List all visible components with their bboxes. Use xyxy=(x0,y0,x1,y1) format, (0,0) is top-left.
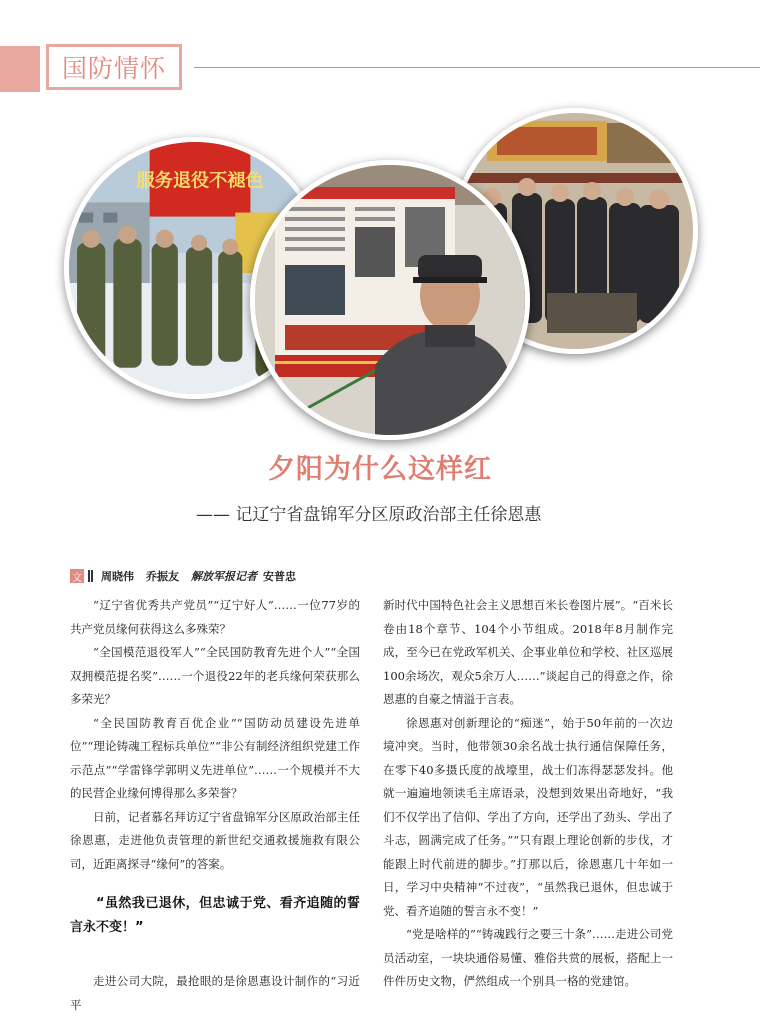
byline xyxy=(70,569,308,583)
body-paragraph: “全民国防教育百优企业”“国防动员建设先进单位”“理论铸魂工程标兵单位”“非公有制经济组织党建工作示范点”“学雷锋学郭明义先进单位”……一个规模并不大的民营企业缘何博得那么多荣誉？ xyxy=(70,715,360,800)
body-paragraph: “党是啥样的”“铸魂践行之要三十条”……走进公司党员活动室，一块块通俗易懂、雅俗共赏的展板，搭配上一件件历史文物，俨然组成一个别具一格的党建馆。 xyxy=(383,927,673,988)
article-title: 夕阳为什么这样红 xyxy=(268,454,492,485)
photo-presenter-image xyxy=(255,165,525,435)
body-paragraph: 日前，记者慕名拜访辽宁省盘锦军分区原政治部主任徐恩惠，走进他负责管理的新世纪交通救援施救有限公司，近距离探寻“缘何”的答案。 xyxy=(70,809,360,871)
section-label: 国防情怀 xyxy=(46,44,182,90)
section-divider xyxy=(194,67,760,68)
body-paragraph: “全国模范退役军人”“全民国防教育先进个人”“全国双拥模范提名奖”……一个退役22年的老兵缘何荣获那么多荣光？ xyxy=(70,645,360,706)
body-paragraph: 新时代中国特色社会主义思想百米长卷图片展”。“百米长卷由18个章节、104个小节组成。2018年8月制作完成，至今已在党政军机关、企事业单位和学校、社区巡展100余场次，观众5余万人……”谈起自己的得意之作，徐恩惠的自豪之情溢于言表。 xyxy=(383,598,673,706)
article-subtitle: —— 记辽宁省盘锦军分区原政治部主任徐恩惠 xyxy=(196,505,542,525)
byline-author: 安普忠 xyxy=(263,570,296,583)
byline-author: 周晓伟 xyxy=(101,570,134,583)
pull-quote: “虽然我已退休，但忠诚于党、看齐追随的誓言永不变！” xyxy=(70,896,360,935)
body-paragraph: 徐恩惠对创新理论的“痴迷”，始于50年前的一次边境冲突。当时，他带领30余名战士执行通信保障任务，在零下40多摄氏度的战壕里，战士们冻得瑟瑟发抖。他就一遍遍地领读毛主席语录，没想到效果出奇地好，“我们不仅学出了信仰、学出了方向，还学出了劲头、学出了斗志，圆满完成了任务。”“只有跟上理论创新的步伐，才能跟上时代前进的脚步。”打那以后，徐恩惠几十年如一日，学习中央精神“不过夜”，“虽然我已退休，但忠诚于党、看齐追随的誓言永不变！” xyxy=(383,715,673,918)
body-paragraph: “辽宁省优秀共产党员”“辽宁好人”……一位77岁的共产党员缘何获得这么多殊荣？ xyxy=(70,598,360,636)
body-paragraph: 走进公司大院，最抢眼的是徐恩惠设计制作的“习近平 xyxy=(70,974,360,1012)
article-column-right xyxy=(383,594,673,994)
banner-text: 服务退役不褪色 xyxy=(136,170,264,192)
section-color-block xyxy=(0,46,40,92)
photo-presenter xyxy=(250,160,530,440)
article-column-left xyxy=(70,594,360,1017)
byline-separator xyxy=(88,570,90,582)
byline-institution: 解放军报记者 xyxy=(191,570,257,583)
byline-wen-badge: 文 xyxy=(70,569,84,583)
byline-separator xyxy=(91,570,93,582)
byline-author: 乔振友 xyxy=(146,570,179,583)
